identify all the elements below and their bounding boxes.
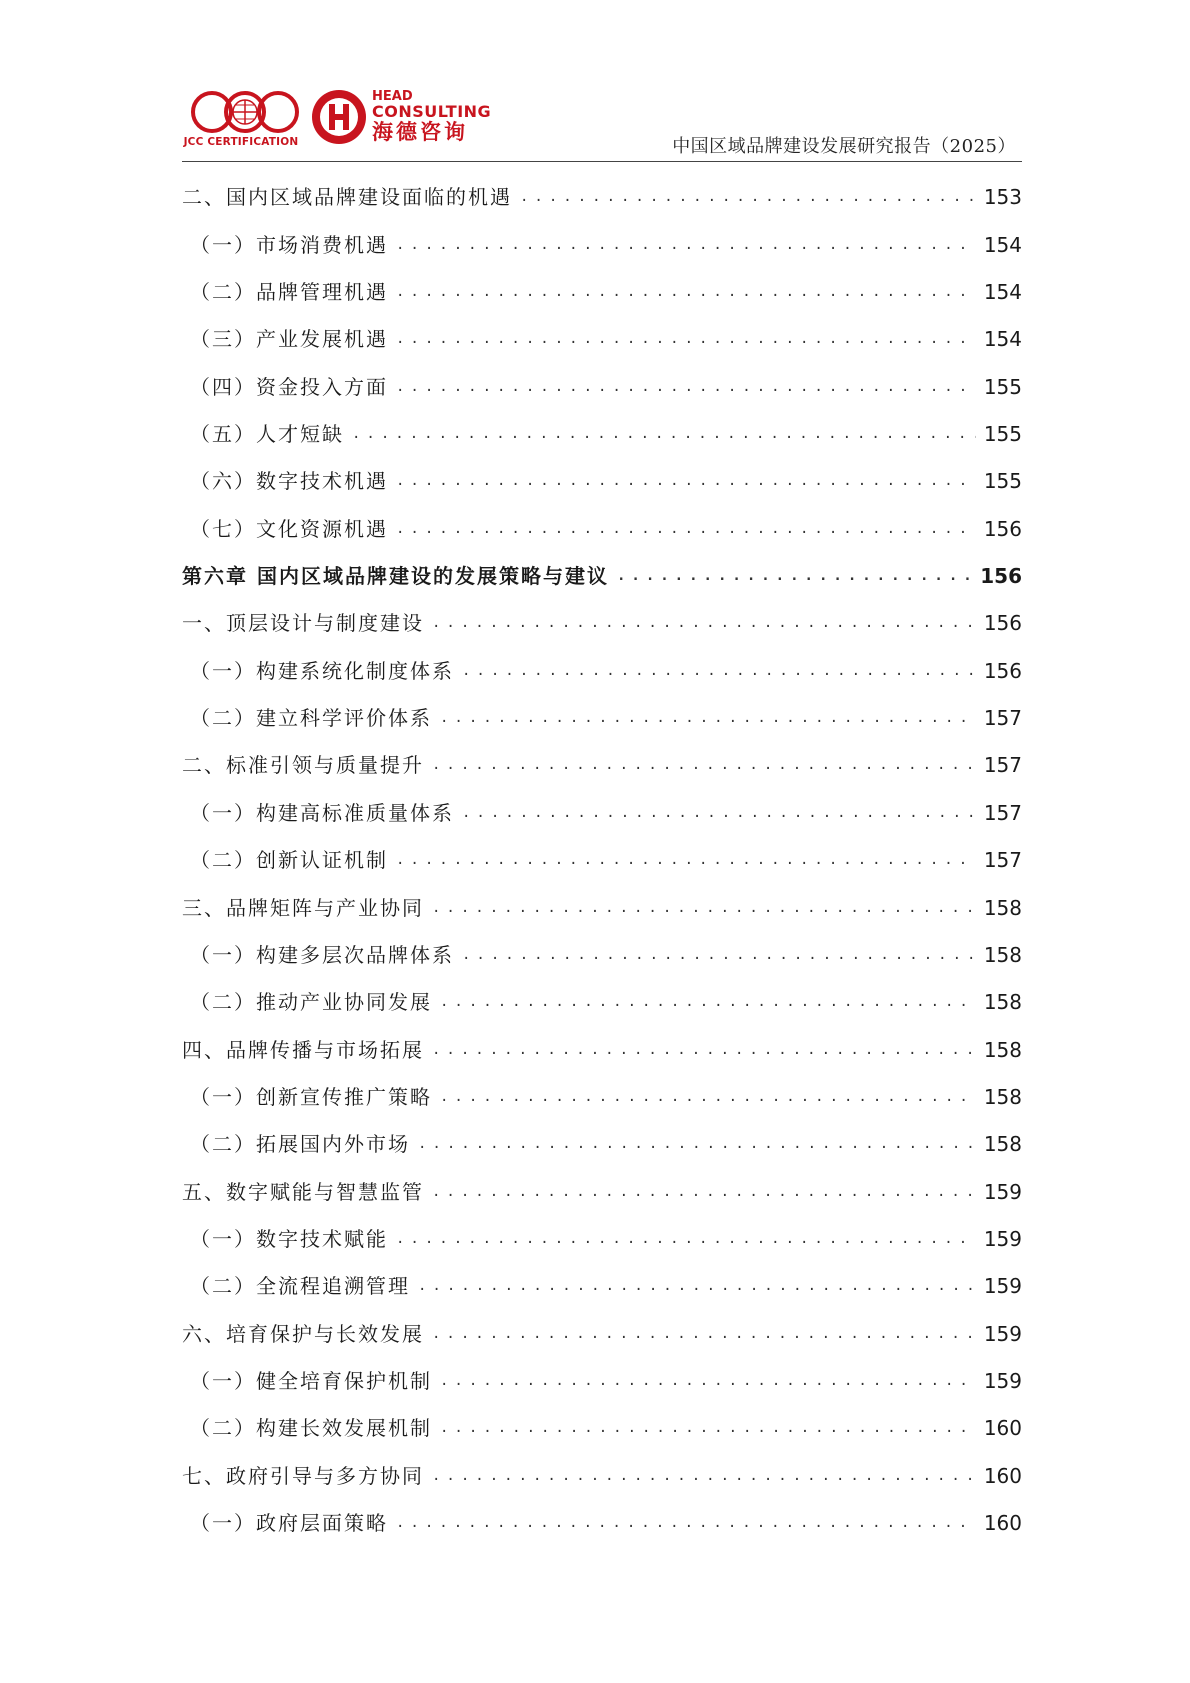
toc-dot-leader xyxy=(617,558,972,594)
toc-entry-label: 一、顶层设计与制度建设 xyxy=(182,611,424,636)
toc-entry[interactable] xyxy=(182,973,1022,1020)
toc-entry-label: （三）产业发展机遇 xyxy=(190,327,388,352)
toc-entry-page-number: 158 xyxy=(983,990,1022,1015)
toc-entry-page-number: 158 xyxy=(983,895,1022,920)
toc-entry-page-number: 158 xyxy=(983,942,1022,967)
toc-entry[interactable] xyxy=(182,310,1022,357)
toc-entry-label: 六、培育保护与长效发展 xyxy=(182,1321,424,1346)
toc-entry-page-number: 154 xyxy=(983,232,1022,257)
toc-dot-leader xyxy=(396,1505,976,1541)
toc-dot-leader xyxy=(396,227,976,263)
toc-entry-label: 第六章 国内区域品牌建设的发展策略与建议 xyxy=(182,564,609,589)
toc-entry-label: 二、标准引领与质量提升 xyxy=(182,753,424,778)
toc-entry[interactable] xyxy=(182,1304,1022,1351)
toc-entry-page-number: 155 xyxy=(983,469,1022,494)
toc-dot-leader xyxy=(396,1221,976,1257)
head-word-2: CONSULTING xyxy=(372,102,492,121)
toc-entry-label: （二）品牌管理机遇 xyxy=(190,280,388,305)
toc-entry-label: （二）推动产业协同发展 xyxy=(190,990,432,1015)
toc-entry-label: （六）数字技术机遇 xyxy=(190,469,388,494)
toc-dot-leader xyxy=(462,795,976,831)
toc-dot-leader xyxy=(396,274,976,310)
toc-dot-leader xyxy=(396,842,976,878)
toc-dot-leader xyxy=(432,747,976,783)
toc-entry[interactable] xyxy=(182,926,1022,973)
header-divider xyxy=(182,161,1022,162)
toc-entry-page-number: 158 xyxy=(983,1132,1022,1157)
toc-dot-leader xyxy=(440,984,976,1020)
toc-entry-label: 三、品牌矩阵与产业协同 xyxy=(182,895,424,920)
toc-entry-page-number: 159 xyxy=(983,1321,1022,1346)
toc-entry-label: 七、政府引导与多方协同 xyxy=(182,1463,424,1488)
toc-entry[interactable] xyxy=(182,263,1022,310)
toc-dot-leader xyxy=(462,937,976,973)
toc-entry[interactable] xyxy=(182,168,1022,215)
toc-dot-leader xyxy=(440,1363,976,1399)
toc-entry-page-number: 159 xyxy=(983,1226,1022,1251)
toc-entry-label: （一）政府层面策略 xyxy=(190,1510,388,1535)
toc-dot-leader xyxy=(440,700,976,736)
head-consulting-wordmark xyxy=(372,90,491,144)
toc-entry-label: （二）全流程追溯管理 xyxy=(190,1274,410,1299)
head-word-3: 海德咨询 xyxy=(372,120,468,144)
toc-entry[interactable] xyxy=(182,1446,1022,1493)
toc-entry[interactable] xyxy=(182,1115,1022,1162)
toc-dot-leader xyxy=(440,1410,976,1446)
toc-dot-leader xyxy=(462,653,976,689)
toc-entry-page-number: 156 xyxy=(980,564,1022,589)
toc-entry-page-number: 155 xyxy=(983,422,1022,447)
toc-entry-page-number: 156 xyxy=(983,658,1022,683)
toc-entry-page-number: 159 xyxy=(983,1179,1022,1204)
toc-entry[interactable] xyxy=(182,641,1022,688)
toc-entry-page-number: 157 xyxy=(983,800,1022,825)
toc-entry[interactable] xyxy=(182,357,1022,404)
toc-entry[interactable] xyxy=(182,1068,1022,1115)
toc-entry[interactable] xyxy=(182,689,1022,736)
toc-entry[interactable] xyxy=(182,499,1022,546)
toc-dot-leader xyxy=(396,321,976,357)
toc-dot-leader xyxy=(432,1316,976,1352)
toc-entry[interactable] xyxy=(182,1210,1022,1257)
toc-entry-label: （一）构建高标准质量体系 xyxy=(190,800,454,825)
toc-dot-leader xyxy=(432,1032,976,1068)
toc-entry[interactable] xyxy=(182,452,1022,499)
toc-entry-page-number: 160 xyxy=(983,1463,1022,1488)
toc-dot-leader xyxy=(352,416,976,452)
head-word-1: HEAD xyxy=(372,89,413,104)
toc-entry-label: （二）构建长效发展机制 xyxy=(190,1416,432,1441)
toc-entry-page-number: 156 xyxy=(983,516,1022,541)
toc-entry[interactable] xyxy=(182,736,1022,783)
toc-entry[interactable] xyxy=(182,1257,1022,1304)
toc-dot-leader xyxy=(418,1126,976,1162)
toc-entry-label: （二）创新认证机制 xyxy=(190,848,388,873)
toc-dot-leader xyxy=(432,605,976,641)
toc-entry-page-number: 158 xyxy=(983,1037,1022,1062)
toc-entry-page-number: 160 xyxy=(983,1416,1022,1441)
toc-entry-page-number: 160 xyxy=(983,1510,1022,1535)
toc-entry-label: （一）构建多层次品牌体系 xyxy=(190,942,454,967)
toc-dot-leader xyxy=(418,1268,976,1304)
toc-entry-label: 四、品牌传播与市场拓展 xyxy=(182,1037,424,1062)
toc-entry-label: 二、国内区域品牌建设面临的机遇 xyxy=(182,185,512,210)
toc-entry[interactable] xyxy=(182,1494,1022,1541)
toc-dot-leader xyxy=(396,369,976,405)
toc-dot-leader xyxy=(520,179,976,215)
toc-entry-page-number: 159 xyxy=(983,1368,1022,1393)
toc-dot-leader xyxy=(440,1079,976,1115)
toc-entry-page-number: 157 xyxy=(983,753,1022,778)
toc-dot-leader xyxy=(396,463,976,499)
jcc-logo-text: JCC CERTIFICATION xyxy=(183,136,299,148)
toc-entry-page-number: 154 xyxy=(983,280,1022,305)
toc-entry-page-number: 155 xyxy=(983,374,1022,399)
toc-entry[interactable] xyxy=(182,547,1022,594)
toc-dot-leader xyxy=(432,1458,976,1494)
toc-entry-label: （五）人才短缺 xyxy=(190,422,344,447)
toc-entry[interactable] xyxy=(182,594,1022,641)
toc-entry-page-number: 157 xyxy=(983,848,1022,873)
head-consulting-logo-icon xyxy=(310,88,368,146)
toc-entry-page-number: 156 xyxy=(983,611,1022,636)
toc-entry-label: （一）健全培育保护机制 xyxy=(190,1368,432,1393)
toc-entry[interactable] xyxy=(182,831,1022,878)
toc-entry-label: （一）市场消费机遇 xyxy=(190,232,388,257)
toc-entry-label: （四）资金投入方面 xyxy=(190,374,388,399)
toc-entry-page-number: 154 xyxy=(983,327,1022,352)
toc-entry[interactable] xyxy=(182,1352,1022,1399)
toc-entry[interactable] xyxy=(182,1399,1022,1446)
toc-entry-label: （一）数字技术赋能 xyxy=(190,1226,388,1251)
page-header xyxy=(182,86,1022,161)
toc-entry-label: （七）文化资源机遇 xyxy=(190,516,388,541)
toc-entry[interactable] xyxy=(182,1020,1022,1067)
toc-entry-label: （二）拓展国内外市场 xyxy=(190,1132,410,1157)
toc-entry-label: （二）建立科学评价体系 xyxy=(190,706,432,731)
toc-entry[interactable] xyxy=(182,405,1022,452)
toc-entry[interactable] xyxy=(182,878,1022,925)
toc-entry-page-number: 157 xyxy=(983,706,1022,731)
toc-entry-page-number: 153 xyxy=(983,185,1022,210)
toc-entry[interactable] xyxy=(182,215,1022,262)
toc-entry-label: （一）创新宣传推广策略 xyxy=(190,1084,432,1109)
toc-dot-leader xyxy=(432,890,976,926)
toc-dot-leader xyxy=(432,1174,976,1210)
toc-entry-label: （一）构建系统化制度体系 xyxy=(190,658,454,683)
toc-entry-label: 五、数字赋能与智慧监管 xyxy=(182,1179,424,1204)
report-title: 中国区域品牌建设发展研究报告（2025） xyxy=(672,136,1016,157)
toc-entry-page-number: 158 xyxy=(983,1084,1022,1109)
toc-entry[interactable] xyxy=(182,1162,1022,1209)
table-of-contents xyxy=(182,168,1022,1541)
toc-entry[interactable] xyxy=(182,783,1022,830)
toc-dot-leader xyxy=(396,511,976,547)
toc-entry-page-number: 159 xyxy=(983,1274,1022,1299)
